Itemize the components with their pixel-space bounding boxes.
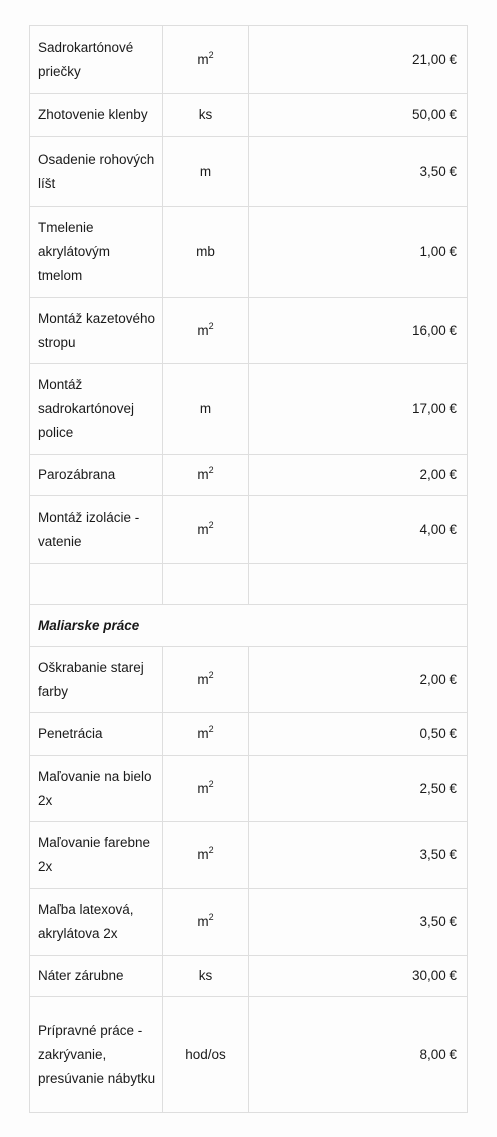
unit-exponent: 2 (208, 519, 214, 530)
unit-text: ks (198, 968, 213, 983)
unit-text: m (197, 467, 209, 482)
unit-text: m (197, 51, 209, 67)
item-price: 2,00 € (249, 455, 468, 496)
item-name: Osadenie rohových líšt (30, 137, 163, 207)
item-name: Sadrokartónové priečky (30, 26, 163, 94)
item-name: Maľovanie farebne 2x (30, 822, 163, 889)
unit-text: m (199, 401, 212, 416)
table-row (30, 756, 468, 822)
item-price: 3,50 € (249, 889, 468, 956)
unit-exponent: 2 (208, 845, 214, 855)
item-unit (163, 956, 249, 997)
item-name: Tmelenie akrylátovým tmelom (30, 207, 163, 298)
item-name: Prípravné práce - zakrývanie, presúvanie nábytku (30, 997, 163, 1113)
unit-text: ks (198, 107, 213, 122)
unit-exponent: 2 (208, 669, 214, 680)
item-unit (163, 997, 249, 1113)
item-name: Náter zárubne (30, 956, 163, 997)
item-price: 3,50 € (249, 137, 468, 207)
item-unit (163, 207, 249, 298)
unit-exponent: 2 (208, 49, 214, 60)
item-price: 2,50 € (249, 756, 468, 822)
table-row (30, 94, 468, 137)
item-unit (163, 822, 249, 889)
unit-exponent: 2 (208, 465, 214, 475)
item-name: Parozábrana (30, 455, 163, 496)
unit-exponent: 2 (208, 912, 214, 922)
table-row (30, 496, 468, 564)
item-price: 1,00 € (249, 207, 468, 298)
unit-text: hod/os (185, 1046, 226, 1062)
item-price: 21,00 € (249, 26, 468, 94)
item-name: Montáž izolácie - vatenie (30, 496, 163, 564)
item-price: 4,00 € (249, 496, 468, 564)
item-unit (163, 647, 249, 713)
item-name: Maľba latexová, akrylátova 2x (30, 889, 163, 956)
item-name: Penetrácia (30, 713, 163, 756)
item-unit (163, 496, 249, 564)
item-price: 0,50 € (249, 713, 468, 756)
unit-exponent: 2 (208, 724, 214, 734)
section-title: Maliarske práce (30, 605, 468, 647)
table-row (30, 822, 468, 889)
table-row (30, 889, 468, 956)
table-row (30, 997, 468, 1113)
table-row-empty (30, 564, 468, 605)
unit-text: m (197, 780, 209, 796)
unit-text: m (197, 521, 209, 537)
item-unit (163, 298, 249, 364)
unit-exponent: 2 (208, 320, 214, 331)
item-price (249, 564, 468, 605)
unit-text: mb (196, 244, 215, 259)
item-unit (163, 137, 249, 207)
unit-text: m (197, 671, 209, 687)
item-price: 30,00 € (249, 956, 468, 997)
item-price: 2,00 € (249, 647, 468, 713)
unit-text: m (199, 163, 212, 179)
section-header-row (30, 605, 468, 647)
item-price: 17,00 € (249, 364, 468, 455)
unit-exponent: 2 (208, 778, 214, 789)
table-row (30, 364, 468, 455)
table-row (30, 137, 468, 207)
item-name: Oškrabanie starej farby (30, 647, 163, 713)
table-row (30, 713, 468, 756)
unit-text: m (197, 847, 209, 862)
table-row (30, 956, 468, 997)
item-unit (163, 564, 249, 605)
item-unit (163, 713, 249, 756)
item-price: 50,00 € (249, 94, 468, 137)
item-name: Zhotovenie klenby (30, 94, 163, 137)
item-price: 3,50 € (249, 822, 468, 889)
unit-text: m (197, 914, 209, 929)
table-row (30, 207, 468, 298)
item-price: 16,00 € (249, 298, 468, 364)
table-row (30, 26, 468, 94)
item-name (30, 564, 163, 605)
item-name: Montáž kazetového stropu (30, 298, 163, 364)
item-unit (163, 94, 249, 137)
unit-text: m (197, 726, 209, 741)
table-row (30, 298, 468, 364)
item-price: 8,00 € (249, 997, 468, 1113)
item-name: Montáž sadrokartónovej police (30, 364, 163, 455)
unit-text: m (197, 322, 209, 338)
item-unit (163, 889, 249, 956)
item-unit (163, 26, 249, 94)
item-unit (163, 756, 249, 822)
item-name: Maľovanie na bielo 2x (30, 756, 163, 822)
item-unit (163, 455, 249, 496)
table-row (30, 455, 468, 496)
table-row (30, 647, 468, 713)
item-unit (163, 364, 249, 455)
price-table (29, 25, 468, 1113)
